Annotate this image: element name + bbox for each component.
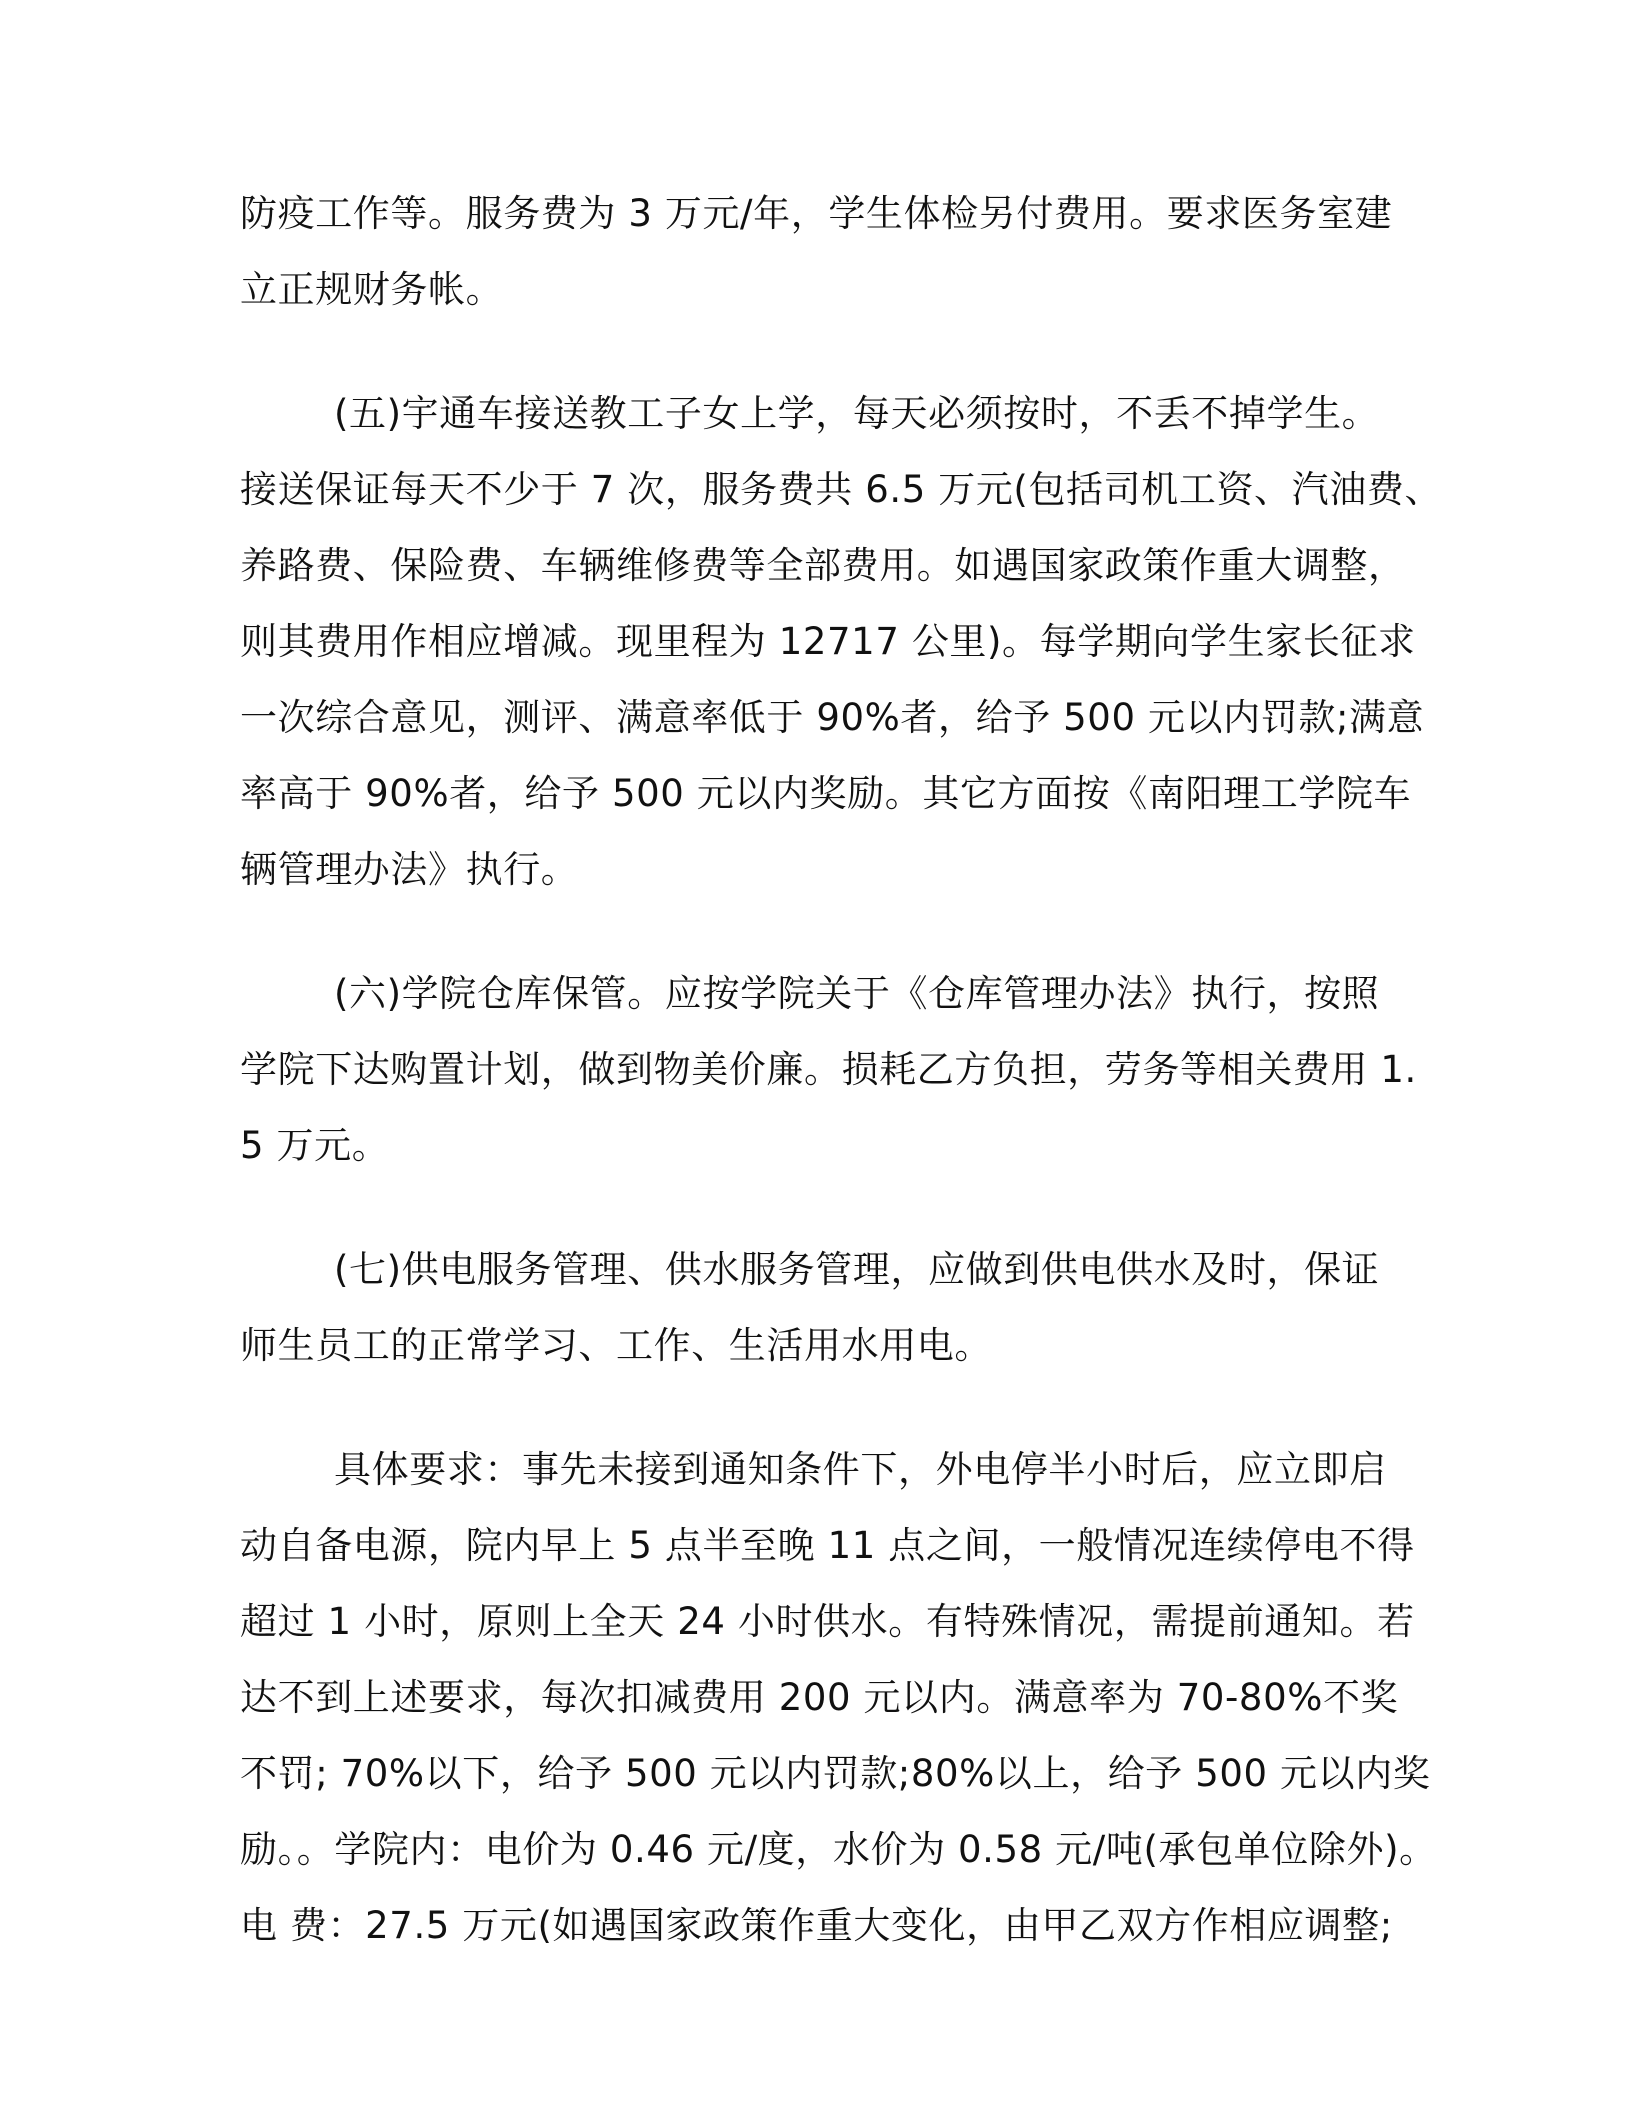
paragraph-5-line-1: (五)宇通车接送教工子女上学，每天必须按时，不丢不掉学生。 (334, 392, 1380, 435)
paragraph-health-line-2: 立正规财务帐。 (240, 268, 504, 311)
paragraph-requirements-line-1: 具体要求：事先未接到通知条件下，外电停半小时后，应立即启 (334, 1448, 1387, 1491)
paragraph-requirements-line-7: 电 费：27.5 万元(如遇国家政策作重大变化，由甲乙双方作相应调整; (240, 1904, 1393, 1947)
paragraph-6-line-1: (六)学院仓库保管。应按学院关于《仓库管理办法》执行，按照 (334, 972, 1380, 1015)
paragraph-health-line-1: 防疫工作等。服务费为 3 万元/年，学生体检另付费用。要求医务室建 (240, 192, 1393, 235)
paragraph-6-line-2: 学院下达购置计划，做到物美价廉。损耗乙方负担，劳务等相关费用 1. (240, 1048, 1417, 1091)
paragraph-requirements-line-4: 达不到上述要求，每次扣减费用 200 元以内。满意率为 70-80%不奖 (240, 1676, 1399, 1719)
paragraph-requirements-line-5: 不罚; 70%以下，给予 500 元以内罚款;80%以上，给予 500 元以内奖 (240, 1752, 1431, 1795)
paragraph-requirements-line-3: 超过 1 小时，原则上全天 24 小时供水。有特殊情况，需提前通知。若 (240, 1600, 1415, 1643)
paragraph-7-line-1: (七)供电服务管理、供水服务管理，应做到供电供水及时，保证 (334, 1248, 1380, 1291)
paragraph-5-line-4: 则其费用作相应增减。现里程为 12717 公里)。每学期向学生家长征求 (240, 620, 1416, 663)
paragraph-5-line-5: 一次综合意见，测评、满意率低于 90%者，给予 500 元以内罚款;满意 (240, 696, 1425, 739)
paragraph-5-line-6: 率高于 90%者，给予 500 元以内奖励。其它方面按《南阳理工学院车 (240, 772, 1412, 815)
paragraph-5-line-7: 辆管理办法》执行。 (240, 848, 579, 891)
paragraph-6-line-3: 5 万元。 (240, 1124, 390, 1167)
paragraph-5-line-2: 接送保证每天不少于 7 次，服务费共 6.5 万元(包括司机工资、汽油费、 (240, 468, 1443, 511)
paragraph-requirements-line-6: 励。。学院内：电价为 0.46 元/度，水价为 0.58 元/吨(承包单位除外)。 (240, 1828, 1437, 1871)
paragraph-7-line-2: 师生员工的正常学习、工作、生活用水用电。 (240, 1324, 992, 1367)
paragraph-requirements-line-2: 动自备电源，院内早上 5 点半至晚 11 点之间，一般情况连续停电不得 (240, 1524, 1415, 1567)
paragraph-5-line-3: 养路费、保险费、车辆维修费等全部费用。如遇国家政策作重大调整， (240, 544, 1406, 587)
